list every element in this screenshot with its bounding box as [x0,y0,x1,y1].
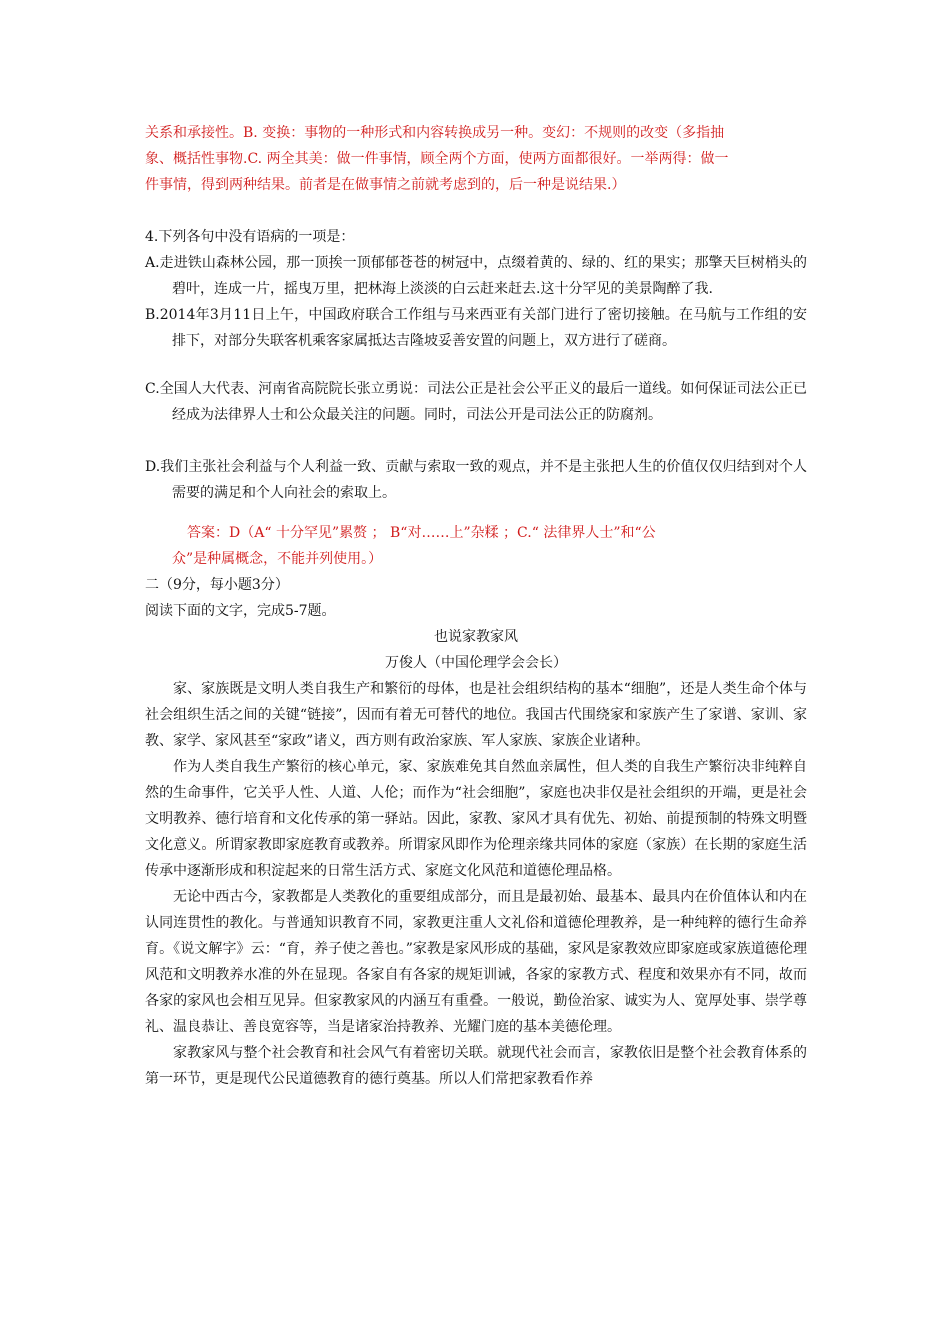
reading-instruction: 阅读下面的文字，完成5-7题。 [145,603,336,619]
option-b: B.2014年3月11日上午，中国政府联合工作组与马来西亚有关部门进行了密切接触。在马航与工作组的安排下，对部分失联客机乘客家属抵达吉隆坡妥善安置的问题上，双方进行了磋商。 [145,307,807,349]
previous-answer-explanation [145,120,807,198]
article-author: 万俊人（中国伦理学会会长） [385,655,567,671]
question-4 [145,224,807,572]
article-paragraph: 家、家族既是文明人类自我生产和繁衍的母体，也是社会组织结构的基本“细胞”，还是人类生命个体与社会组织生活之间的关键“链接”，因而有着无可替代的地位。我国古代围绕家和家族产生了家谱、家训、家教、家学、家风甚至“家政”诸义，西方则有政治家族、军人家族、家族企业诸种。 [145,681,807,749]
section-two [145,572,807,1092]
option-a: A.走进铁山森林公园，那一顶挨一顶郁郁苍苍的树冠中，点缀着黄的、绿的、红的果实；那擎天巨树梢头的碧叶，连成一片，摇曳万里，把林海上淡淡的白云赶来赶去.这十分罕见的美景陶醉了我. [145,255,807,297]
option-c: C.全国人大代表、河南省高院院长张立勇说：司法公正是社会公平正义的最后一道线。如何保证司法公正已经成为法律界人士和公众最关注的问题。同时，司法公开是司法公正的防腐剂。 [145,381,807,423]
section-heading: 二（9分，每小题3分） [145,577,289,593]
explanation-line: 象、概括性事物.C. 两全其美：做一件事情，顾全两个方面，使两方面都很好。一举两得：做一 [145,151,729,167]
explanation-line: 关系和承接性。B. 变换：事物的一种形式和内容转换成另一种。变幻：不规则的改变（多指抽 [145,125,725,141]
article-paragraph: 作为人类自我生产繁衍的核心单元，家、家族难免其自然血亲属性，但人类的自我生产繁衍决非纯粹自然的生命事件，它关乎人性、人道、人伦；而作为“社会细胞”，家庭也决非仅是社会组织的开端，更是社会文明教养、德行培育和文化传承的第一驿站。因此，家教、家风才具有优先、初始、前提预制的特殊文明暨文化意义。所谓家教即家庭教育或教养。所谓家风即作为伦理亲缘共同体的家庭（家族）在长期的家庭生活传承中逐渐形成和积淀起来的日常生活方式、家庭文化风范和道德伦理品格。 [145,759,807,879]
explanation-line: 件事情，得到两种结果。前者是在做事情之前就考虑到的，后一种是说结果.） [145,177,626,193]
answer-line: 答案：D（A“ 十分罕见”累赘 ； B“对……上”杂糅 ；C.“ 法律界人士”和“公 [187,525,656,541]
answer-line: 众”是种属概念，不能并列使用。） [172,551,383,567]
article-title: 也说家教家风 [434,629,518,645]
document-page [145,120,807,1092]
article-paragraph: 无论中西古今，家教都是人类教化的重要组成部分，而且是最初始、最基本、最具内在价值体认和内在认同连贯性的教化。与普通知识教育不同，家教更注重人文礼俗和道德伦理教养，是一种纯粹的德行生命养育。《说文解字》云：“育，养子使之善也。”家教是家风形成的基础，家风是家教效应即家庭或家族道德伦理风范和文明教养水准的外在显现。各家自有各家的规矩训诫，各家的家教方式、程度和效果亦有不同，故而各家的家风也会相互见异。但家教家风的内涵互有重叠。一般说，勤俭治家、诚实为人、宽厚处事、崇学尊礼、温良恭让、善良宽容等，当是诸家治持教养、光耀门庭的基本美德伦理。 [145,889,807,1035]
option-d: D.我们主张社会利益与个人利益一致、贡献与索取一致的观点，并不是主张把人生的价值仅仅归结到对个人需要的满足和个人向社会的索取上。 [145,459,807,501]
question-stem: 4.下列各句中没有语病的一项是： [145,229,355,245]
article-paragraph: 家教家风与整个社会教育和社会风气有着密切关联。就现代社会而言，家教依旧是整个社会教育体系的第一环节，更是现代公民道德教育的德行奠基。所以人们常把家教看作养 [145,1045,807,1087]
